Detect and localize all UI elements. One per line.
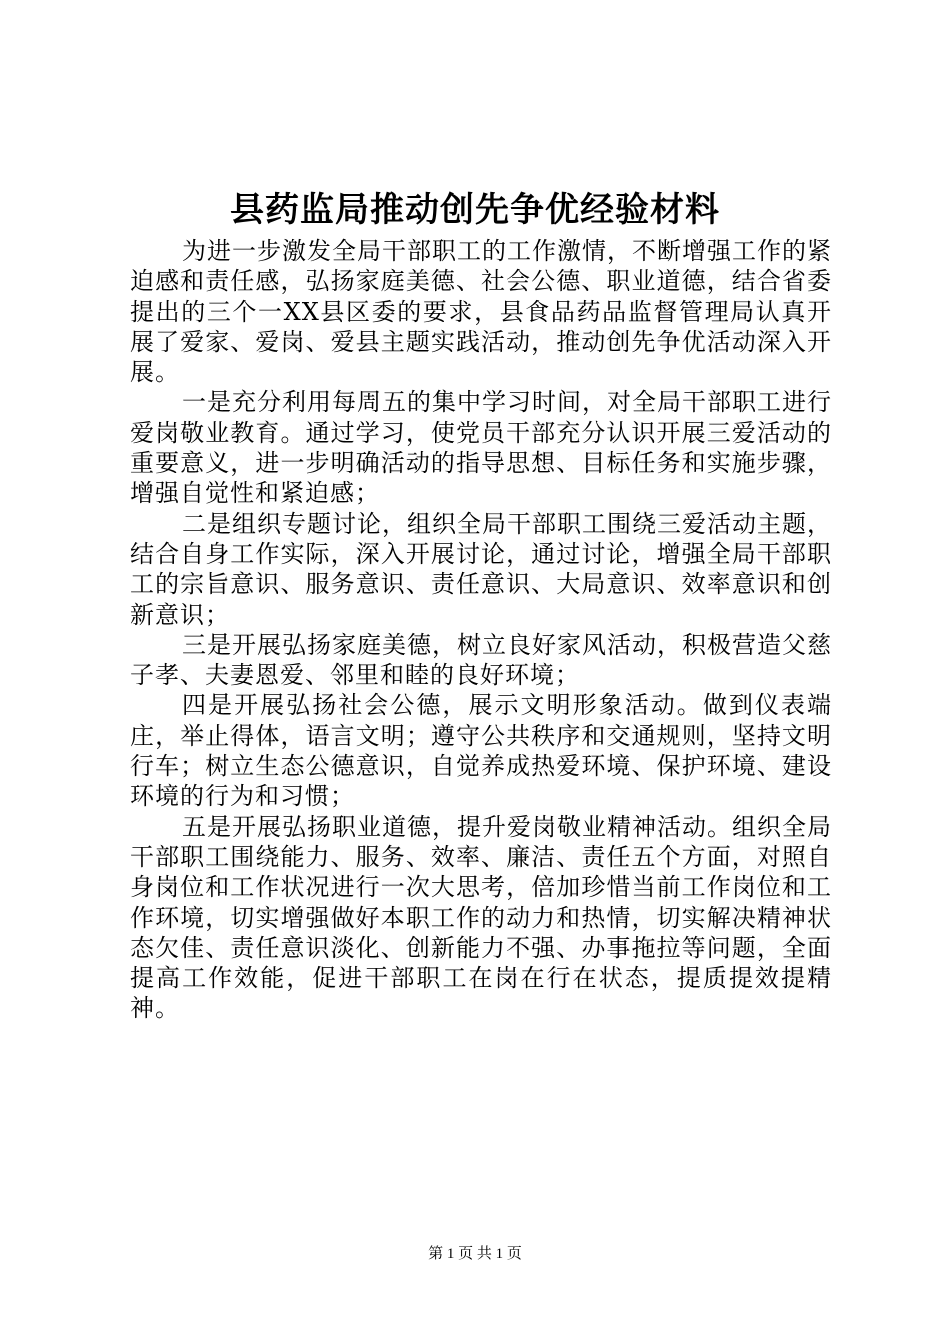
- paragraph-item-2: 二是组织专题讨论，组织全局干部职工围绕三爱活动主题，结合自身工作实际，深入开展讨论，通过讨论，增强全局干部职工的宗旨意识、服务意识、责任意识、大局意识、效率意识和创新意识；: [130, 509, 832, 629]
- paragraph-item-5: 五是开展弘扬职业道德，提升爱岗敬业精神活动。组织全局干部职工围绕能力、服务、效率、廉洁、责任五个方面，对照自身岗位和工作状况进行一次大思考，倍加珍惜当前工作岗位和工作环境，切实增强做好本职工作的动力和热情，切实解决精神状态欠佳、责任意识淡化、创新能力不强、办事拖拉等问题，全面提高工作效能，促进干部职工在岗在行在状态，提质提效提精神。: [130, 812, 832, 1023]
- paragraph-item-4: 四是开展弘扬社会公德，展示文明形象活动。做到仪表端庄，举止得体，语言文明；遵守公共秩序和交通规则，坚持文明行车；树立生态公德意识，自觉养成热爱环境、保护环境、建设环境的行为和习惯；: [130, 691, 832, 811]
- paragraph-intro: 为进一步激发全局干部职工的工作激情，不断增强工作的紧迫感和责任感，弘扬家庭美德、社会公德、职业道德，结合省委提出的三个一XX县区委的要求，县食品药品监督管理局认真开展了爱家、爱岗、爱县主题实践活动，推动创先争优活动深入开展。: [130, 237, 832, 387]
- page-title: 县药监局推动创先争优经验材料: [230, 190, 720, 230]
- paragraph-item-3: 三是开展弘扬家庭美德，树立良好家风活动，积极营造父慈子孝、夫妻恩爱、邻里和睦的良好环境；: [130, 630, 832, 690]
- paragraph-item-1: 一是充分利用每周五的集中学习时间，对全局干部职工进行爱岗敬业教育。通过学习，使党员干部充分认识开展三爱活动的重要意义，进一步明确活动的指导思想、目标任务和实施步骤，增强自觉性和紧迫感；: [130, 388, 832, 508]
- document-body: [130, 236, 832, 1024]
- page-number-footer: 第 1 页 共 1 页: [428, 1246, 522, 1262]
